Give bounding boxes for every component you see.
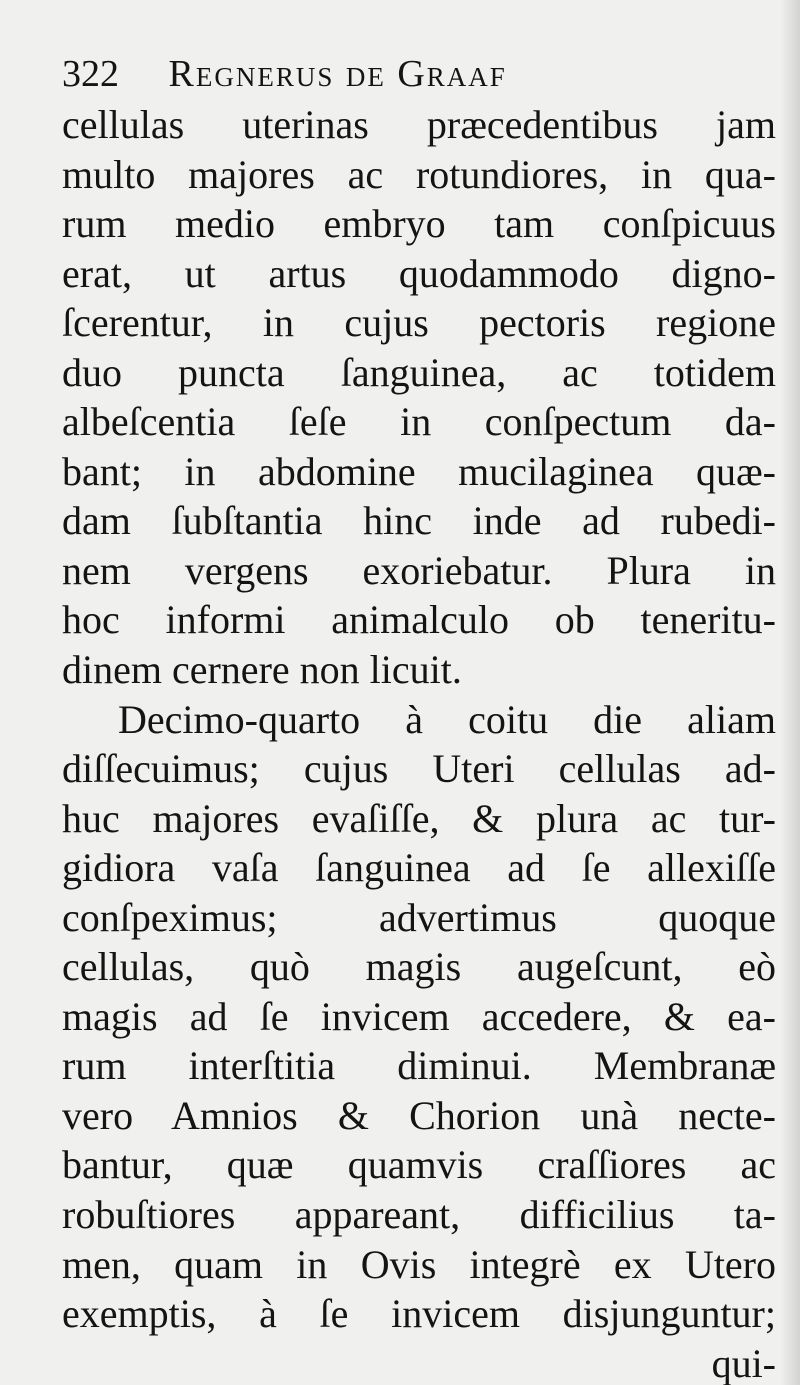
text-line: cellulas uterinas præcedentibus jam [62,102,776,147]
text-line: dinem cernere non licuit. [62,647,462,693]
text-line: huc majores evaſiſſe, & plura ac tur- [62,795,776,841]
text-line: magis ad ſe invicem accedere, & ea- [62,993,776,1039]
text-line: erat, ut artus quodammodo digno- [62,250,776,296]
text-line: rum interſtitia diminui. Membranæ [62,1043,776,1089]
text-line: hoc informi animalculo ob teneritu- [62,597,776,643]
catchword: qui- [711,1340,776,1385]
text-line: nem vergens exoriebatur. Plura in [62,547,776,593]
page-edge-shadow [780,0,800,1385]
text-line: albeſcentia ſeſe in conſpectum da- [62,399,776,445]
text-line: men, quam in Ovis integrè ex Utero [62,1241,776,1287]
text-line: Decimo-quarto à coitu die aliam [118,696,776,742]
text-line: cellulas, quò magis augeſcunt, eò [62,944,776,990]
text-line: ſcerentur, in cujus pectoris regione [62,300,776,346]
running-head: Regnerus de Graaf [168,53,507,95]
text-line: dam ſubſtantia hinc inde ad rubedi- [62,498,776,544]
text-line: exemptis, à ſe invicem disjunguntur; [62,1291,776,1337]
text-line: robuſtiores appareant, difficilius ta- [62,1192,776,1238]
page-number: 322 [62,53,119,95]
text-line: diſſecuimus; cujus Uteri cellulas ad- [62,746,776,792]
text-line: duo puncta ſanguinea, ac totidem [62,349,776,395]
body-text [62,100,776,1385]
text-line: multo majores ac rotundiores, in qua- [62,151,776,197]
text-line: vero Amnios & Chorion unà necte- [62,1092,776,1138]
page-header [62,48,742,100]
text-line: conſpeximus; advertimus quoque [62,894,776,940]
text-line: bantur, quæ quamvis craſſiores ac [62,1142,776,1188]
text-line: gidiora vaſa ſanguinea ad ſe allexiſſe [62,845,776,891]
text-line: rum medio embryo tam conſpicuus [62,201,776,247]
text-line: bant; in abdomine mucilaginea quæ- [62,448,776,494]
